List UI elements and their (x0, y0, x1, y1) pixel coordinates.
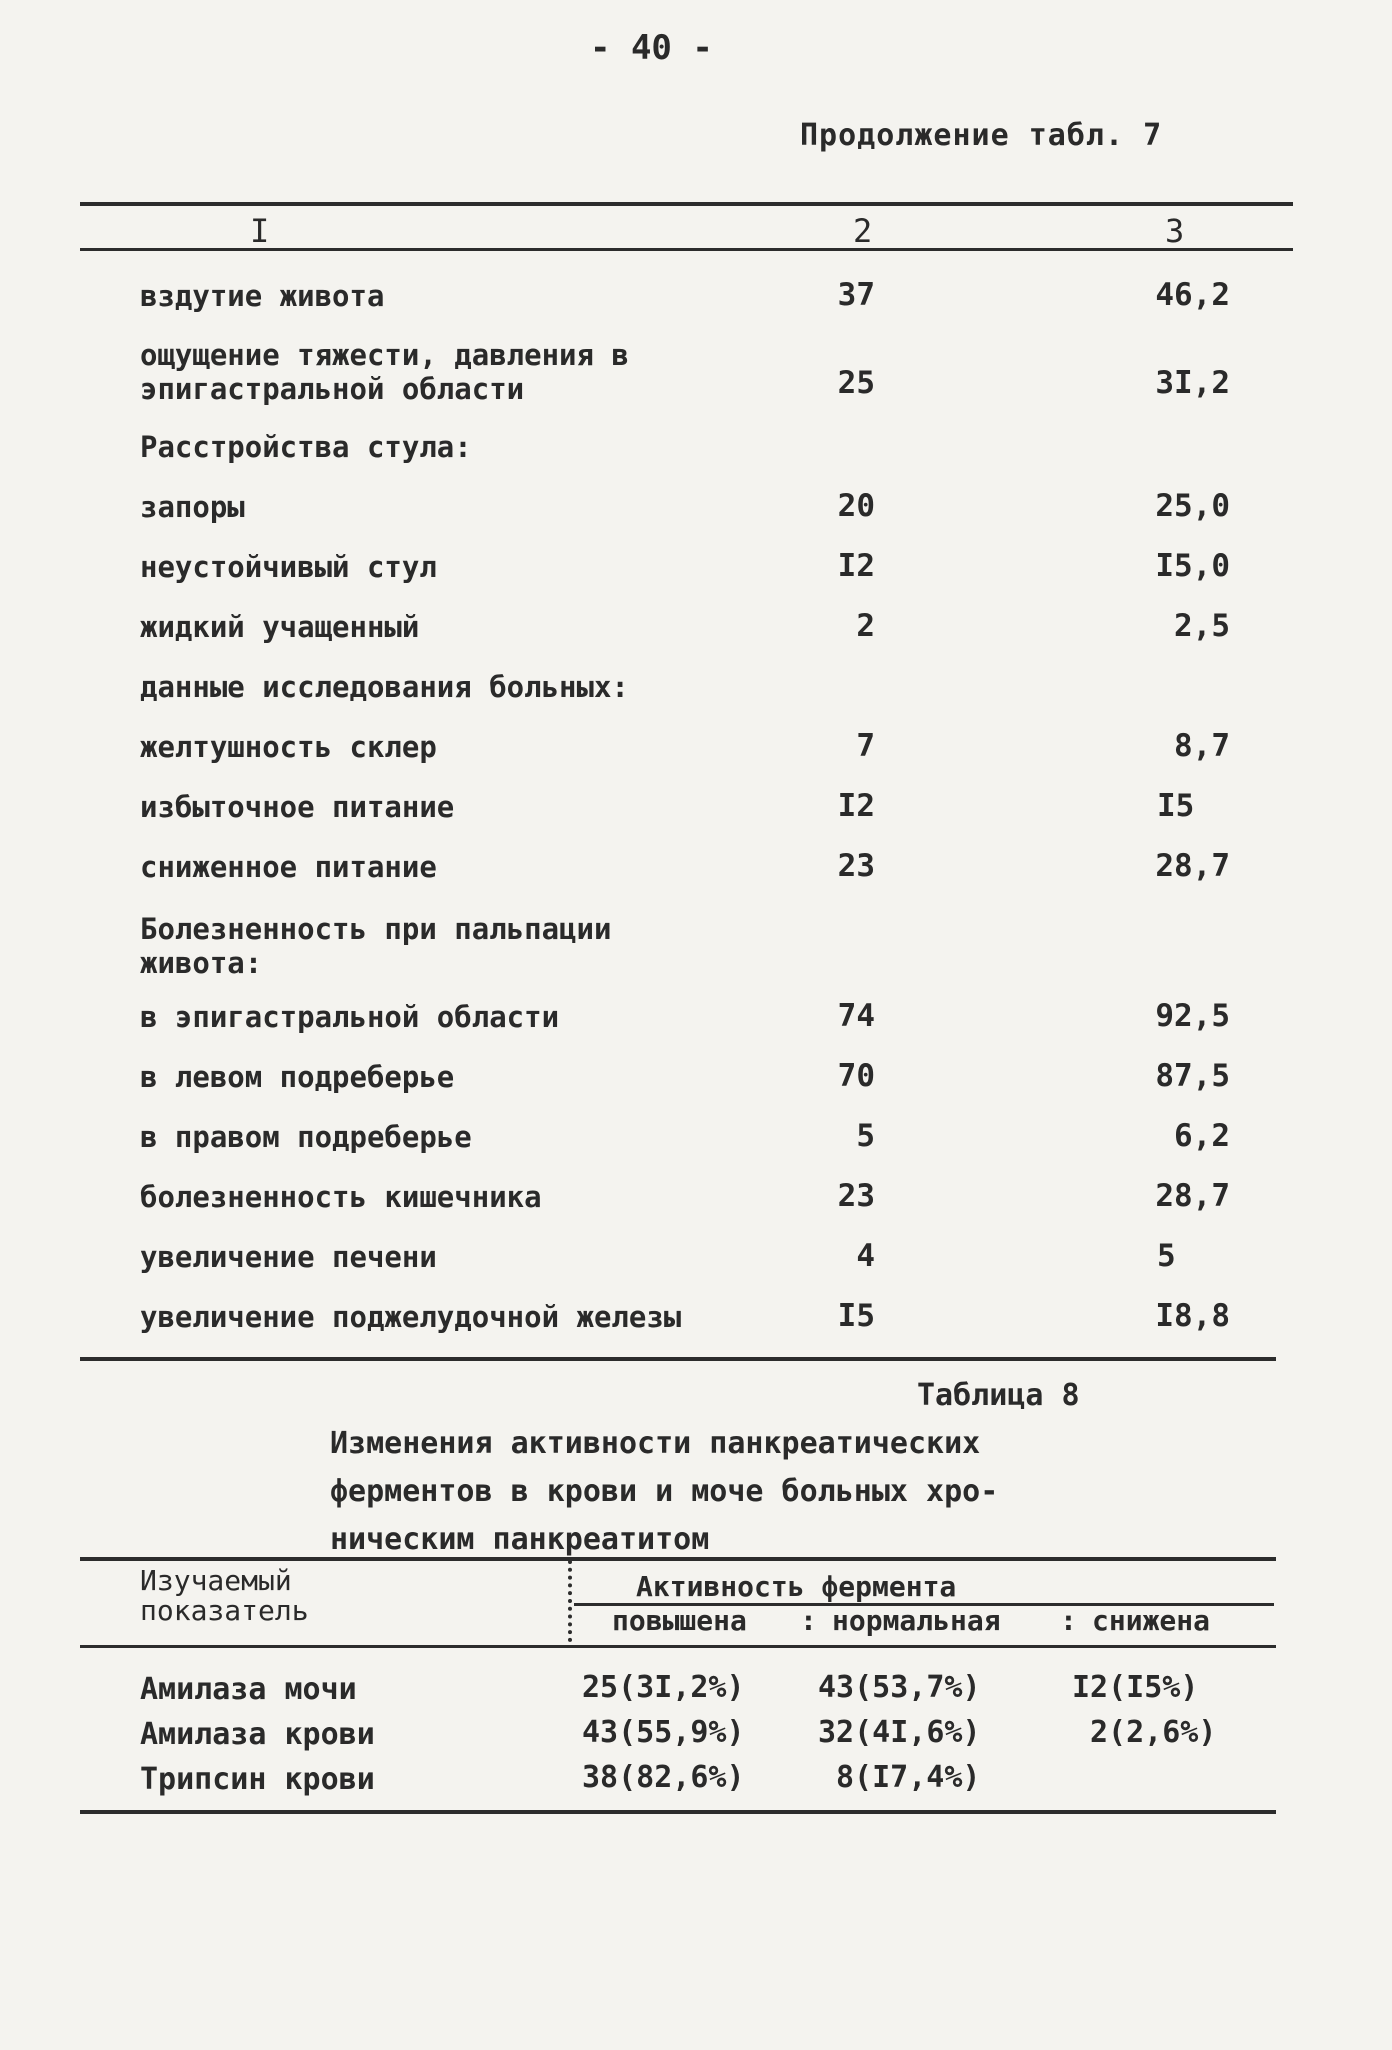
table8-sub-header-separator-1: : (800, 1604, 817, 1637)
table8-cell-normal: 32(4I,6%) (818, 1715, 981, 1750)
page-number: - 40 - (590, 28, 713, 68)
table7-row-count: 2 (856, 608, 875, 644)
table7-row-label: неустойчивый стул (140, 550, 437, 584)
table7-row-label: в левом подреберье (140, 1060, 455, 1094)
table7-row-label: желтушность склер (140, 730, 437, 764)
table7-row-label: в правом подреберье (140, 1120, 472, 1154)
table7-row-count: 74 (837, 998, 875, 1034)
table7-row-percent: I5,0 (1155, 548, 1230, 584)
table8-row-label: Трипсин крови (140, 1762, 375, 1797)
table7-row-percent: 3I,2 (1155, 365, 1230, 401)
table8-cell-increased: 38(82,6%) (582, 1760, 745, 1795)
table7-row-percent: I5 (1157, 788, 1195, 824)
table7-row-count: I2 (837, 548, 875, 584)
table7-row-count: 5 (856, 1118, 875, 1154)
table8-cell-normal: 43(53,7%) (818, 1670, 981, 1705)
table8-header-rule (80, 1645, 1276, 1648)
table7-row-label: Болезненность при пальпации живота: (140, 912, 612, 980)
table8-caption: Изменения активности панкреатических ферментов в крови и моче больных хро- ническим панкреатитом (330, 1426, 999, 1557)
table8-group-header: Активность фермента (636, 1570, 957, 1603)
table7-row-percent: 28,7 (1155, 1178, 1230, 1214)
table7-col3-header: 3 (1165, 212, 1185, 250)
table7-row-percent: 28,7 (1155, 848, 1230, 884)
table7-col2-header: 2 (853, 212, 873, 250)
table7-row-percent: 87,5 (1155, 1058, 1230, 1094)
table7-row-count: 7 (856, 728, 875, 764)
table8-top-rule (80, 1557, 1276, 1561)
table7-bottom-rule (80, 1357, 1276, 1361)
table7-row-count: 37 (837, 277, 875, 313)
table7-row-percent: 46,2 (1155, 277, 1230, 313)
table7-row-percent: 6,2 (1174, 1118, 1230, 1154)
table7-row-percent: 2,5 (1174, 608, 1230, 644)
table7-header-rule (80, 248, 1293, 251)
table8-row-label: Амилаза крови (140, 1717, 375, 1752)
table7-row-count: 23 (837, 848, 875, 884)
table7-row-percent: 8,7 (1174, 728, 1230, 764)
table7-row-count: 70 (837, 1058, 875, 1094)
table8-bottom-rule (80, 1810, 1276, 1814)
table7-top-rule (80, 202, 1293, 206)
table8-cell-increased: 43(55,9%) (582, 1715, 745, 1750)
table7-row-count: 25 (837, 365, 875, 401)
table8-header-separator (568, 1560, 572, 1642)
table7-row-count: 4 (856, 1238, 875, 1274)
table7-row-percent: 25,0 (1155, 488, 1230, 524)
table8-indicator-header: Изучаемый показатель (140, 1564, 309, 1627)
table7-row-label: избыточное питание (140, 790, 455, 824)
table7-row-label: ощущение тяжести, давления в эпигастральной области (140, 338, 629, 406)
table8-row-label: Амилаза мочи (140, 1672, 357, 1707)
table8-cell-increased: 25(3I,2%) (582, 1670, 745, 1705)
table7-row-count: 20 (837, 488, 875, 524)
table7-row-label: вздутие живота (140, 279, 385, 313)
table7-row-percent: 92,5 (1155, 998, 1230, 1034)
table8-cell-decreased: 2(2,6%) (1090, 1715, 1217, 1750)
table8-sub-header-increased: повышена (612, 1604, 747, 1637)
table7-row-count: I2 (837, 788, 875, 824)
table7-row-label: данные исследования больных: (140, 670, 629, 704)
table8-cell-decreased: I2(I5%) (1072, 1670, 1199, 1705)
table7-row-percent: I8,8 (1155, 1298, 1230, 1334)
table7-row-label: увеличение печени (140, 1240, 437, 1274)
table8-sub-header-separator-2: : (1060, 1604, 1077, 1637)
table7-row-label: увеличение поджелудочной железы (140, 1300, 682, 1334)
table8-cell-normal: 8(I7,4%) (836, 1760, 981, 1795)
table8-sub-header-decreased: снижена (1092, 1604, 1211, 1637)
table7-row-label: Расстройства стула: (140, 430, 472, 464)
table7-row-count: I5 (837, 1298, 875, 1334)
table7-row-label: сниженное питание (140, 850, 437, 884)
table7-row-count: 23 (837, 1178, 875, 1214)
table7-row-label: в эпигастральной области (140, 1000, 560, 1034)
table8-sub-header-normal: нормальная (832, 1604, 1001, 1637)
continuation-label: Продолжение табл. 7 (800, 118, 1163, 153)
table7-row-label: болезненность кишечника (140, 1180, 542, 1214)
table7-col1-header: I (250, 212, 270, 250)
table7-row-percent: 5 (1157, 1238, 1176, 1274)
table7-row-label: жидкий учащенный (140, 610, 420, 644)
table7-row-label: запоры (140, 490, 245, 524)
table8-title: Таблица 8 (917, 1378, 1080, 1413)
